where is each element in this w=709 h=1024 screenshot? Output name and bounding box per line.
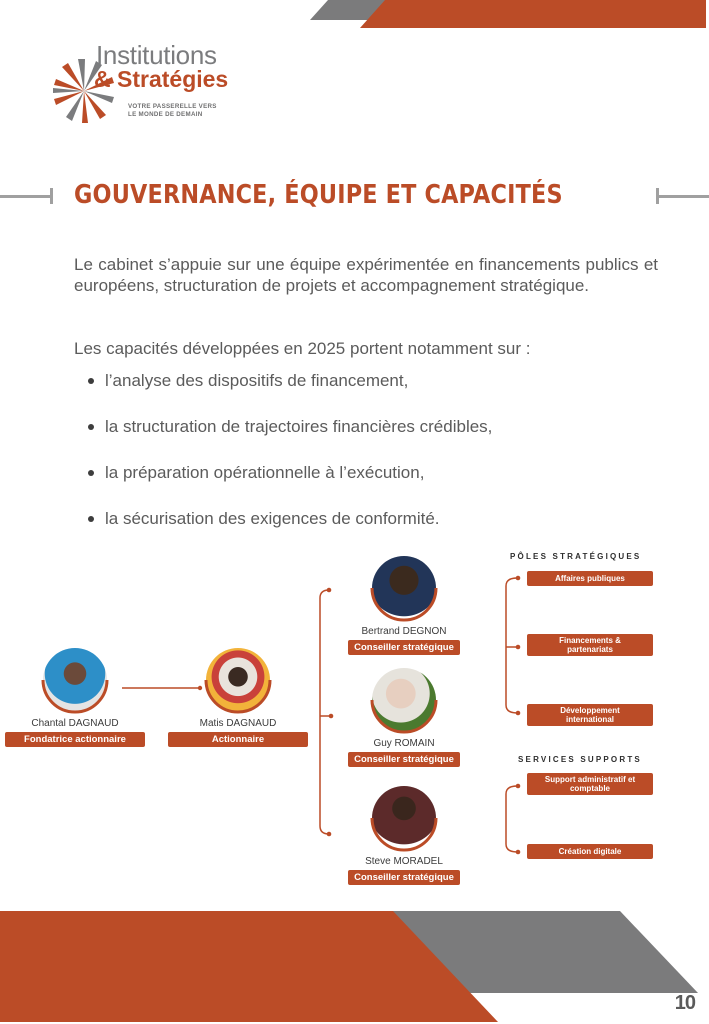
- person-name: Chantal DAGNAUD: [31, 718, 119, 729]
- connector-dot: [516, 784, 521, 789]
- person-card-advisor: [329, 668, 479, 767]
- list-item-text: l’analyse des dispositifs de financement,: [105, 371, 409, 390]
- connector-services-bracket: [506, 786, 517, 852]
- bottom-decorative-band: [0, 908, 709, 1024]
- top-band-orange: [360, 0, 706, 28]
- brand-logo: [52, 40, 252, 130]
- list-item: [88, 370, 492, 416]
- list-item-text: la sécurisation des exigences de conformité.: [105, 509, 440, 528]
- person-role-badge: Actionnaire: [168, 732, 308, 747]
- person-name: Bertrand DEGNON: [361, 626, 447, 637]
- avatar-arc-icon: [40, 672, 110, 718]
- person-role-badge: Conseiller stratégique: [348, 870, 460, 885]
- logo-tagline-line1: VOTRE PASSERELLE VERS: [128, 103, 217, 110]
- list-item: [88, 416, 492, 462]
- person-role-badge: Conseiller stratégique: [348, 752, 460, 767]
- logo-tagline-line2: LE MONDE DE DEMAIN: [128, 111, 203, 118]
- poles-title: PÔLES STRATÉGIQUES: [510, 552, 642, 561]
- connector-advisors-bracket: [320, 590, 329, 834]
- connector-dot: [516, 711, 521, 716]
- title-rule-left: [0, 195, 50, 198]
- capacities-list: [88, 370, 492, 554]
- top-decorative-band: [0, 0, 709, 30]
- logo-name-line1: Institutions: [96, 40, 217, 70]
- list-item-text: la structuration de trajectoires financières crédibles,: [105, 417, 493, 436]
- bullet-icon: [88, 378, 94, 384]
- capacities-lead: Les capacités développées en 2025 portent notamment sur :: [74, 339, 531, 358]
- person-role-badge: Fondatrice actionnaire: [5, 732, 145, 747]
- person-card-shareholder: [163, 648, 313, 747]
- person-name: Steve MORADEL: [365, 856, 443, 867]
- person-name: Guy ROMAIN: [373, 738, 435, 749]
- bullet-icon: [88, 470, 94, 476]
- page-title: GOUVERNANCE, ÉQUIPE ET CAPACITÉS: [74, 180, 563, 210]
- service-box: Support administratif et comptable: [527, 773, 653, 795]
- connector-dot: [516, 576, 521, 581]
- service-box: Création digitale: [527, 844, 653, 859]
- avatar-arc-icon: [369, 692, 439, 738]
- bullet-icon: [88, 424, 94, 430]
- person-name: Matis DAGNAUD: [199, 718, 277, 729]
- pole-box: Financements & partenariats: [527, 634, 653, 656]
- connector-poles-bracket: [506, 578, 517, 713]
- page-number: 10: [674, 992, 695, 1014]
- list-item-text: la préparation opérationnelle à l’exécution,: [105, 463, 425, 482]
- services-title: SERVICES SUPPORTS: [518, 755, 642, 764]
- avatar-arc-icon: [369, 580, 439, 626]
- person-card-advisor: [329, 786, 479, 885]
- intro-paragraph: Le cabinet s’appuie sur une équipe expérimentée en financements publics et européens, structuration de projets et accompagnement stratégique.: [74, 255, 658, 295]
- list-item: [88, 508, 492, 554]
- logo-name-line2: & Stratégies: [94, 66, 229, 92]
- person-card-advisor: [329, 556, 479, 655]
- section-header: [0, 178, 709, 214]
- avatar-arc-icon: [369, 810, 439, 856]
- list-item: [88, 462, 492, 508]
- connector-dot: [516, 645, 521, 650]
- logo-tagline: [128, 103, 217, 119]
- avatar-arc-icon: [203, 672, 273, 718]
- title-rule-left-cap: [50, 188, 53, 204]
- person-card-founder: [0, 648, 160, 747]
- pole-box: Développement international: [527, 704, 653, 726]
- bullet-icon: [88, 516, 94, 522]
- pole-box: Affaires publiques: [527, 571, 653, 586]
- person-role-badge: Conseiller stratégique: [348, 640, 460, 655]
- connector-dot: [516, 850, 521, 855]
- title-rule-right: [659, 195, 709, 198]
